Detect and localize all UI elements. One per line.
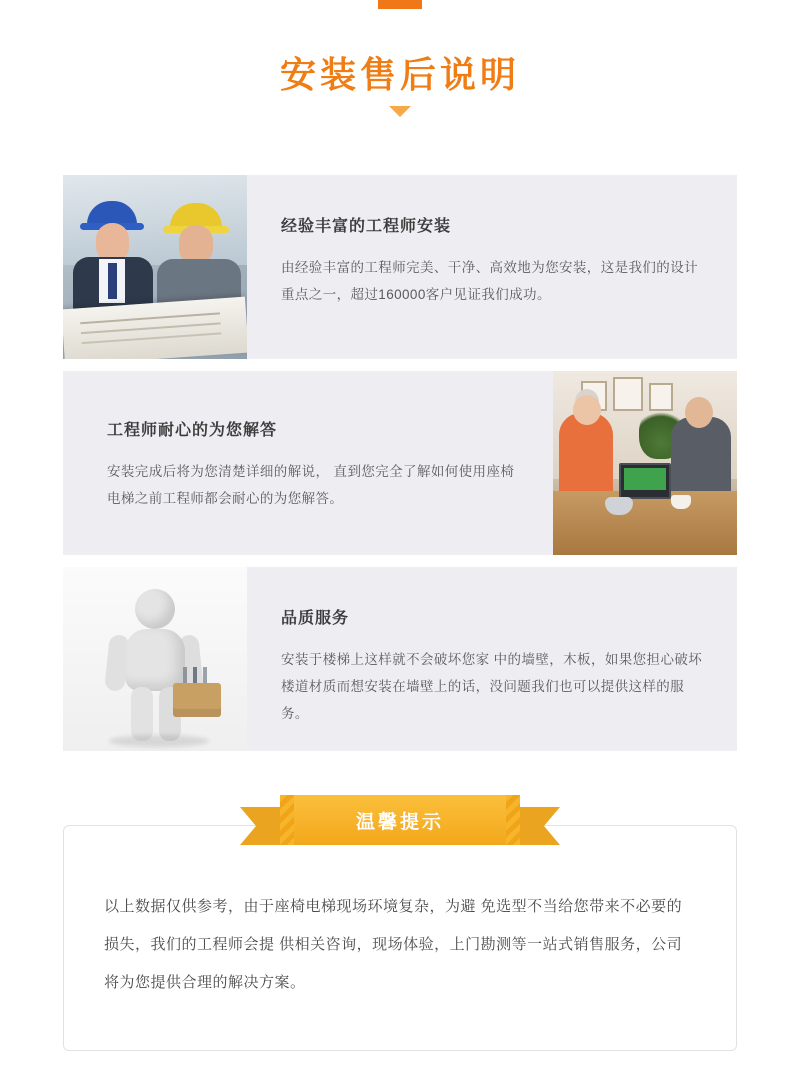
- feature-text-block: [247, 567, 737, 751]
- caret-down-icon: [389, 106, 411, 117]
- engineers-with-blueprint-photo: [63, 175, 247, 359]
- top-accent-bar: [378, 0, 422, 9]
- worker-with-toolbox-illustration: [63, 567, 247, 751]
- feature-row: [63, 175, 737, 359]
- feature-title: 经验丰富的工程师安装: [281, 218, 452, 235]
- feature-list: [63, 175, 737, 763]
- feature-text-block: [63, 371, 553, 555]
- ribbon-label: 温馨提示: [355, 811, 444, 833]
- feature-text-block: [247, 175, 737, 359]
- feature-title: 品质服务: [281, 610, 350, 627]
- tip-text: 以上数据仅供参考，由于座椅电梯现场环境复杂，为避 免选型不当给您带来不必要的损失，我们的工程师会提 供相关咨询，现场体验，上门勘测等一站式销售服务，公司将为您提供合理的解决方案。: [104, 898, 683, 991]
- feature-row: [63, 567, 737, 751]
- tip-ribbon: [266, 795, 534, 851]
- consultation-meeting-photo: [553, 371, 737, 555]
- ribbon-band: [280, 795, 520, 845]
- feature-description: 安装完成后将为您清楚详细的解说， 直到您完全了解如何使用座椅电梯之前工程师都会耐心的为您解答。: [107, 464, 515, 506]
- tip-box: [63, 825, 737, 1051]
- page-title: 安装售后说明: [279, 54, 520, 95]
- feature-description: 安装于楼梯上这样就不会破坏您家 中的墙壁，木板，如果您担心破坏楼道材质而想安装在墙壁上的话，没问题我们也可以提供这样的服务。: [281, 652, 703, 721]
- feature-row: [63, 371, 737, 555]
- page-header: [0, 52, 800, 117]
- feature-title: 工程师耐心的为您解答: [107, 422, 278, 439]
- tip-section: [63, 795, 737, 1051]
- feature-description: 由经验丰富的工程师完美、干净、高效地为您安装，这是我们的设计重点之一，超过160000客户见证我们成功。: [281, 260, 698, 302]
